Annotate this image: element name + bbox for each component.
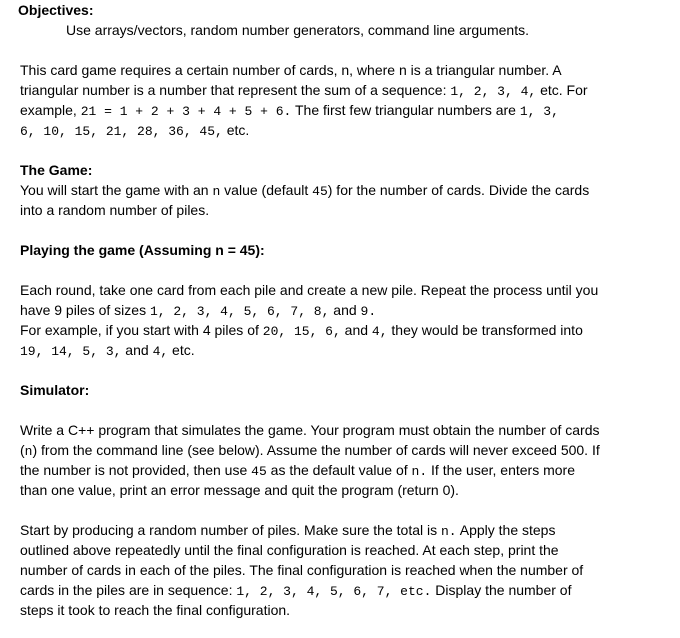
game-text: ) for the number of cards. Divide the cards bbox=[327, 182, 590, 198]
simulator-text: Display the number of bbox=[431, 582, 572, 598]
simulator-p1-line-4: than one value, print an error message and quit the program (return 0). bbox=[20, 482, 459, 498]
simulator-text: cards in the piles are in sequence: bbox=[20, 582, 237, 598]
simulator-n: n bbox=[24, 444, 33, 459]
playing-line-4 bbox=[20, 340, 670, 360]
spacer bbox=[20, 500, 670, 520]
simulator-n: n. bbox=[411, 464, 428, 479]
playing-heading: Playing the game (Assuming n = 45): bbox=[20, 242, 265, 258]
intro-text: example, bbox=[20, 102, 81, 118]
simulator-text: Apply the steps bbox=[456, 522, 556, 538]
playing-line-2 bbox=[20, 300, 670, 320]
playing-text: and bbox=[329, 302, 361, 318]
objectives-body: Use arrays/vectors, random number generators, command line arguments. bbox=[66, 22, 529, 38]
intro-line-2 bbox=[20, 80, 670, 100]
game-text: value (default bbox=[220, 182, 313, 198]
simulator-p1-line-3 bbox=[20, 460, 670, 480]
playing-sequence: 1, 2, 3, 4, 5, 6, 7, 8, bbox=[149, 304, 330, 319]
intro-text: etc. For bbox=[536, 82, 588, 98]
spacer bbox=[20, 260, 670, 280]
game-line-2: into a random number of piles. bbox=[20, 202, 210, 218]
game-line-1 bbox=[20, 180, 670, 200]
game-default: 45 bbox=[312, 184, 328, 199]
intro-sequence: 1, 2, 3, 4, bbox=[450, 84, 537, 99]
simulator-text: as the default value of bbox=[266, 462, 412, 478]
simulator-p2-line-2: outlined above repeatedly until the final configuration is reached. At each step, print the bbox=[20, 542, 559, 558]
playing-four: 4, bbox=[371, 324, 388, 339]
playing-text: have 9 piles of sizes bbox=[20, 302, 150, 318]
playing-four: 4, bbox=[152, 344, 169, 359]
simulator-p2-line-1 bbox=[20, 520, 670, 540]
game-n: n bbox=[212, 184, 221, 199]
simulator-p2-line-5: steps it took to reach the final configuration. bbox=[20, 602, 291, 618]
simulator-p1-line-1: Write a C++ program that simulates the game. Your program must obtain the number of cards bbox=[20, 422, 600, 438]
simulator-text: Start by producing a random number of piles. Make sure the total is bbox=[20, 522, 441, 538]
playing-text: and bbox=[340, 322, 372, 338]
simulator-p2-line-4 bbox=[20, 580, 670, 600]
spacer bbox=[20, 40, 670, 60]
playing-line-1: Each round, take one card from each pile and create a new pile. Repeat the process until you bbox=[20, 282, 599, 298]
simulator-sequence: 1, 2, 3, 4, 5, 6, 7, etc. bbox=[236, 584, 432, 599]
playing-line-3 bbox=[20, 320, 670, 340]
document bbox=[20, 0, 670, 620]
playing-text: they would be transformed into bbox=[387, 322, 583, 338]
spacer bbox=[20, 360, 670, 380]
simulator-text: ( bbox=[20, 442, 25, 458]
simulator-text: If the user, enters more bbox=[427, 462, 575, 478]
intro-sequence: 1, 3, bbox=[519, 104, 559, 119]
spacer bbox=[20, 400, 670, 420]
playing-nine: 9. bbox=[360, 304, 377, 319]
simulator-text: ) from the command line (see below). Assume the number of cards will never exceed 500. If bbox=[32, 442, 600, 458]
simulator-text: the number is not provided, then use bbox=[20, 462, 252, 478]
simulator-p2-line-3: number of cards in each of the piles. The final configuration is reached when the number of bbox=[20, 562, 584, 578]
intro-sequence: 6, 10, 15, 21, 28, 36, 45, bbox=[20, 124, 223, 139]
intro-text: etc. bbox=[222, 122, 250, 138]
intro-equation: 21 = 1 + 2 + 3 + 4 + 5 + 6. bbox=[80, 104, 292, 119]
intro-line-1: This card game requires a certain number of cards, n, where n is a triangular number. A bbox=[20, 62, 562, 78]
game-heading: The Game: bbox=[20, 162, 93, 178]
intro-line-4 bbox=[20, 120, 670, 140]
simulator-heading: Simulator: bbox=[20, 382, 90, 398]
intro-line-3 bbox=[20, 100, 670, 120]
spacer bbox=[20, 220, 670, 240]
playing-text: For example, if you start with 4 piles of bbox=[20, 322, 263, 338]
simulator-p1-line-2 bbox=[20, 440, 670, 460]
playing-sequence: 19, 14, 5, 3, bbox=[20, 344, 122, 359]
game-text: You will start the game with an bbox=[20, 182, 213, 198]
playing-text: etc. bbox=[168, 342, 195, 358]
spacer bbox=[20, 140, 670, 160]
intro-text: triangular number is a number that represent the sum of a sequence: bbox=[20, 82, 451, 98]
playing-text: and bbox=[121, 342, 153, 358]
intro-text: The first few triangular numbers are bbox=[291, 102, 520, 118]
objectives-heading: Objectives: bbox=[18, 2, 94, 18]
simulator-default: 45 bbox=[251, 464, 267, 479]
playing-sequence: 20, 15, 6, bbox=[262, 324, 341, 339]
simulator-n: n. bbox=[441, 524, 457, 539]
